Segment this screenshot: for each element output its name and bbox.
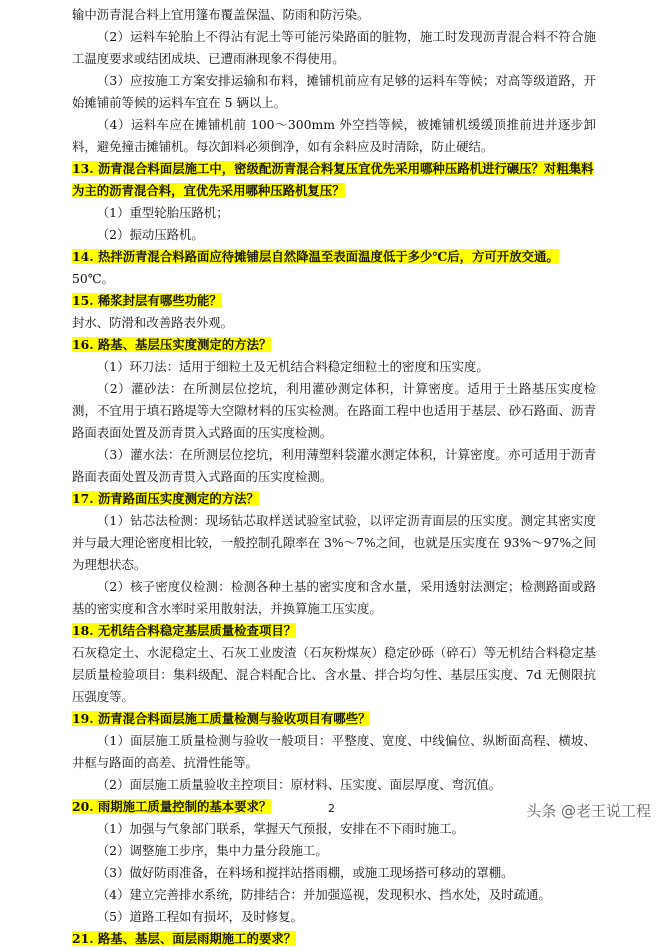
question-heading (72, 246, 596, 268)
answer-paragraph: （2）振动压路机。 (96, 227, 204, 242)
answer-paragraph: （2）灌砂法：在所测层位挖坑，利用灌砂测定体积，计算密度。适用于土路基压实度检测，不宜用于填石路堤等大空隙材料的压实检测。在路面工程中也适用于基层、砂石路面、沥青路面表面处置及沥青贯入式路面的压实度检测。 (72, 381, 596, 440)
watermark: 头条 @老王说工程 (526, 802, 651, 820)
highlighted-question-text: 16. 路基、基层压实度测定的方法？ (72, 337, 272, 352)
answer-paragraph: （2）调整施工步序，集中力量分段施工。 (96, 843, 328, 858)
question-heading (72, 708, 596, 730)
answer-paragraph: （2）运料车轮胎上不得沾有泥土等可能污染路面的脏物，施工时发现沥青混合料不符合施工温度要求或结团成块、已遭雨淋现象不得使用。 (72, 29, 596, 66)
highlighted-question-text: 19. 沥青混合料面层施工质量检测与验收项目有哪些？ (72, 711, 371, 726)
question-heading (72, 158, 596, 202)
highlighted-question-text: 21. 路基、基层、面层雨期施工的要求？ (72, 931, 297, 946)
answer-paragraph: 石灰稳定土、水泥稳定土、石灰工业废渣（石灰粉煤灰）稳定砂砾（碎石）等无机结合料稳定基层质量检验项目：集料级配、混合料配合比、含水量、拌合均匀性、基层压实度、7d 无侧限抗压强度等。 (72, 645, 596, 704)
answer-paragraph: （1）环刀法：适用于细粒土及无机结合料稳定细粒土的密度和压实度。 (96, 359, 489, 374)
question-heading (72, 928, 596, 950)
answer-paragraph: 50℃。 (72, 271, 115, 286)
answer-paragraph: 封水、防滑和改善路表外观。 (72, 315, 234, 330)
answer-paragraph: （2）面层施工质量验收主控项目：原材料、压实度、面层厚度、弯沉值。 (96, 777, 502, 792)
answer-paragraph: （5）道路工程如有损坏，及时修复。 (96, 909, 303, 924)
answer-paragraph: （4）运料车应在摊铺机前 100～300mm 外空挡等候，被摊铺机缓缓顶推前进并逐步卸料，避免撞击摊铺机。每次卸料必须倒净，如有余料应及时清除，防止硬结。 (72, 117, 596, 154)
answer-paragraph: （3）做好防雨准备，在料场和搅拌站搭雨棚，或施工现场搭可移动的罩棚。 (96, 865, 514, 880)
question-heading (72, 620, 596, 642)
answer-paragraph: 输中沥青混合料上宜用篷布覆盖保温、防雨和防污染。 (72, 7, 370, 22)
highlighted-question-text: 20. 雨期施工质量控制的基本要求？ (72, 799, 272, 814)
answer-paragraph: （3）灌水法：在所测层位挖坑，利用薄塑料袋灌水测定体积，计算密度。亦可适用于沥青路面表面处置及沥青贯入式路面的压实度检测。 (72, 447, 596, 484)
question-heading (72, 488, 596, 510)
answer-paragraph: （2）核子密度仪检测：检测各种土基的密实度和含水量，采用透射法测定；检测路面或路基的密实度和含水率时采用散射法，并换算施工压实度。 (72, 579, 596, 616)
answer-paragraph: （1）加强与气象部门联系，掌握天气预报，安排在不下雨时施工。 (96, 821, 465, 836)
highlighted-question-text: 14. 热拌沥青混合料路面应待摊铺层自然降温至表面温度低于多少℃后，方可开放交通。 (72, 249, 559, 264)
answer-paragraph: （1）钻芯法检测：现场钻芯取样送试验室试验，以评定沥青面层的压实度。测定其密实度并与最大理论密度相比较，一般控制孔隙率在 3%～7%之间，也就是压实度在 93%～97%之间为理想状态。 (72, 513, 596, 572)
answer-paragraph: （1）重型轮胎压路机； (96, 205, 229, 220)
highlighted-question-text: 13. 沥青混合料面层施工中，密级配沥青混合料复压宜优先采用哪种压路机进行碾压？对粗集料为主的沥青混合料，宜优先采用哪种压路机复压？ (72, 161, 594, 198)
highlighted-question-text: 15. 稀浆封层有哪些功能？ (72, 293, 222, 308)
page-number: 2 (328, 802, 335, 815)
highlighted-question-text: 17. 沥青路面压实度测定的方法？ (72, 491, 259, 506)
question-heading (72, 334, 596, 356)
question-heading (72, 290, 596, 312)
answer-paragraph: （1）面层施工质量检测与验收一般项目：平整度、宽度、中线偏位、纵断面高程、横坡、井框与路面的高差、抗滑性能等。 (72, 733, 596, 770)
answer-paragraph: （4）建立完善排水系统，防排结合：并加强巡视，发现积水、挡水处，及时疏通。 (96, 887, 551, 902)
highlighted-question-text: 18. 无机结合料稳定基层质量检查项目？ (72, 623, 297, 638)
answer-paragraph: （3）应按施工方案安排运输和布料，摊铺机前应有足够的运料车等候；对高等级道路，开始摊铺前等候的运料车宜在 5 辆以上。 (72, 73, 596, 110)
